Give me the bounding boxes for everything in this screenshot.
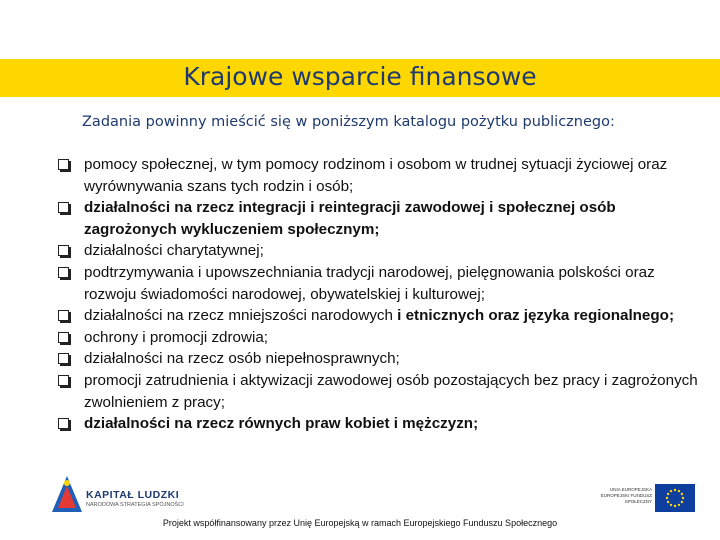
list-item-text: działalności na rzecz integracji i reintegracji zawodowej i społecznej osób zagrożonych wykluczeniem społecznym; <box>84 199 616 238</box>
list-item-text: pomocy społecznej, w tym pomocy rodzinom i osobom w trudnej sytuacji życiowej oraz wyrównywania szans tych rodzin i osób; <box>84 156 668 195</box>
list-item <box>58 327 698 349</box>
checkbox-bullet-icon <box>58 332 69 343</box>
list-item <box>58 370 698 413</box>
cofinancing-note: Projekt współfinansowany przez Unię Europejską w ramach Europejskiego Funduszu Społecznego <box>162 518 558 528</box>
checkbox-bullet-icon <box>58 245 69 256</box>
task-list <box>58 154 698 435</box>
eu-label: UNIA EUROPEJSKA EUROPEJSKI FUNDUSZ SPOŁECZNY <box>600 487 652 504</box>
eu-flag-icon <box>655 484 695 512</box>
list-item-text: ochrony i promocji zdrowia; <box>84 328 269 346</box>
list-item <box>58 154 698 197</box>
checkbox-bullet-icon <box>58 267 69 278</box>
list-item-text: i etnicznych oraz języka regionalnego; <box>397 307 674 325</box>
list-item-text: działalności na rzecz mniejszości narodowych <box>84 307 398 325</box>
checkbox-bullet-icon <box>58 418 69 429</box>
kapital-ludzki-subtitle: NARODOWA STRATEGIA SPÓJNOŚCI <box>86 502 184 508</box>
checkbox-bullet-icon <box>58 159 69 170</box>
kapital-ludzki-emblem-icon <box>50 474 84 514</box>
list-item <box>58 197 698 240</box>
list-item-text: działalności na rzecz osób niepełnosprawnych; <box>84 350 400 368</box>
slide-title: Krajowe wsparcie finansowe <box>183 62 537 91</box>
list-item-text: podtrzymywania i upowszechniania tradycji narodowej, pielęgnowania polskości oraz rozwoju świadomości narodowej, obywatelskiej i kulturowej; <box>84 263 655 303</box>
list-item <box>58 348 698 370</box>
checkbox-bullet-icon <box>58 310 69 321</box>
checkbox-bullet-icon <box>58 202 69 213</box>
list-item <box>58 262 698 305</box>
list-item <box>58 305 698 327</box>
list-item-text: działalności na rzecz równych praw kobiet i mężczyzn; <box>84 415 479 433</box>
intro-text: Zadania powinny mieścić się w poniższym katalogu pożytku publicznego: <box>82 114 615 130</box>
list-item-text: promocji zatrudnienia i aktywizacji zawodowej osób pozostających bez pracy i zagrożonych zwolnieniem z pracy; <box>84 371 698 411</box>
kapital-ludzki-logo <box>50 474 84 519</box>
list-item <box>58 413 698 435</box>
kapital-ludzki-title: KAPITAŁ LUDZKI <box>86 489 180 501</box>
checkbox-bullet-icon <box>58 375 69 386</box>
checkbox-bullet-icon <box>58 353 69 364</box>
list-item <box>58 240 698 262</box>
list-item-text: działalności charytatywnej; <box>84 242 264 260</box>
